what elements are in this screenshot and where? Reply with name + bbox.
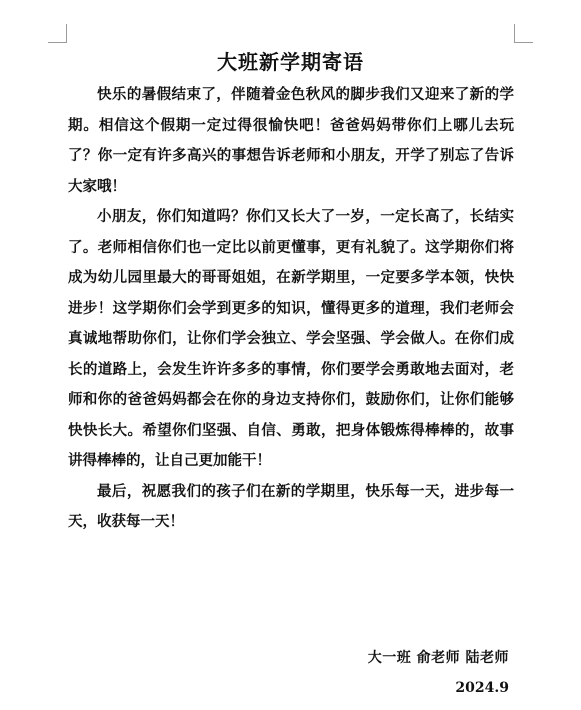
- document-title: 大班新学期寄语: [217, 50, 364, 74]
- paragraph-closing-wish: 最后，祝愿我们的孩子们在新的学期里，快乐每一天，进步每一天，收获每一天！: [68, 482, 514, 530]
- document-body: [68, 80, 514, 538]
- margin-corner-mark-top-right: [514, 24, 533, 43]
- paragraph-encouragement: 小朋友，你们知道吗？你们又长大了一岁，一定长高了，长结实了。老师相信你们也一定比以前更懂事，更有礼貌了。这学期你们将成为幼儿园里最大的哥哥姐姐，在新学期里，一定要多学本领，快快进步！这学期你们会学到更多的知识，懂得更多的道理，我们老师会真诚地帮助你们，让你们学会独立、学会坚强、学会做人。在你们成长的道路上，会发生许许多多的事情，你们要学会勇敢地去面对，老师和你的爸爸妈妈都会在你的身边支持你们，鼓励你们，让你们能够快快长大。希望你们坚强、自信、勇敢，把身体锻炼得棒棒的，故事讲得棒棒的，让自己更加能干！: [68, 208, 514, 469]
- margin-corner-mark-top-left: [48, 24, 67, 43]
- signature: 大一班 俞老师 陆老师: [367, 650, 509, 666]
- document-date: 2024.9: [455, 680, 509, 696]
- paragraph-greeting: 快乐的暑假结束了，伴随着金色秋风的脚步我们又迎来了新的学期。相信这个假期一定过得很愉快吧！爸爸妈妈带你们上哪儿去玩了？你一定有许多高兴的事想告诉老师和小朋友，开学了别忘了告诉大家哦！: [68, 86, 514, 195]
